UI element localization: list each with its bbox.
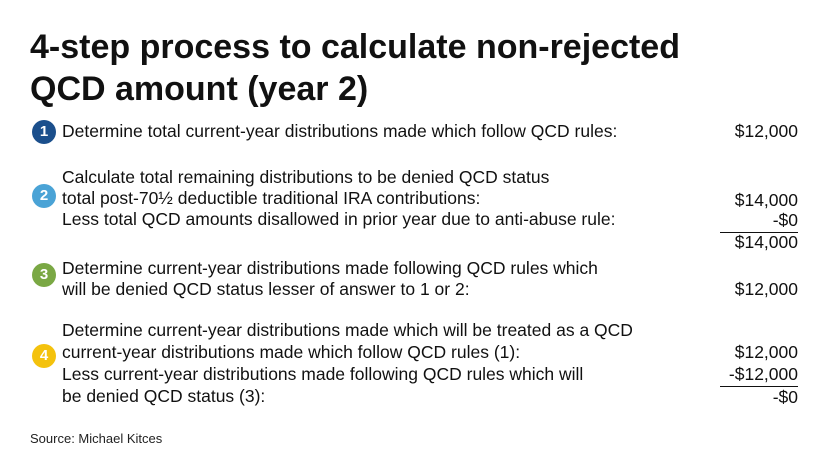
step-3-badge: 3 (32, 263, 56, 287)
step-4-total: -$0 (772, 387, 798, 407)
step-2-amount-contributions: $14,000 (734, 190, 798, 210)
step-4-line-1: Determine current-year distributions made which will be treated as a QCD (62, 320, 633, 340)
step-3-line-1: Determine current-year distributions made following QCD rules which (62, 258, 598, 278)
page-title (30, 26, 810, 110)
step-2-amount-disallowed: -$0 (772, 210, 798, 230)
step-3-line-2: will be denied QCD status lesser of answer to 1 or 2: (62, 279, 470, 299)
step-4-line-4: be denied QCD status (3): (62, 386, 266, 406)
step-4-amount-distributions: $12,000 (734, 342, 798, 362)
title-line-2: QCD amount (year 2) (30, 70, 369, 108)
title-line-1: 4-step process to calculate non-rejected (30, 28, 680, 66)
step-2-line-2: total post-70½ deductible traditional IRA contributions: (62, 188, 481, 208)
step-4-badge: 4 (32, 344, 56, 368)
step-2-line-3: Less total QCD amounts disallowed in prior year due to anti-abuse rule: (62, 209, 616, 229)
step-3-amount: $12,000 (734, 279, 798, 299)
step-4-amount-denied: -$12,000 (728, 364, 798, 384)
step-2-line-1: Calculate total remaining distributions to be denied QCD status (62, 167, 550, 187)
step-4-line-2: current-year distributions made which follow QCD rules (1): (62, 342, 521, 362)
step-2-badge: 2 (32, 184, 56, 208)
step-4-line-3: Less current-year distributions made following QCD rules which will (62, 364, 584, 384)
step-1-badge: 1 (32, 120, 56, 144)
source-note: Source: Michael Kitces (30, 431, 163, 446)
step-1-line-1: Determine total current-year distributions made which follow QCD rules: (62, 121, 618, 141)
step-2-total: $14,000 (734, 232, 798, 252)
step-1-amount: $12,000 (734, 121, 798, 141)
